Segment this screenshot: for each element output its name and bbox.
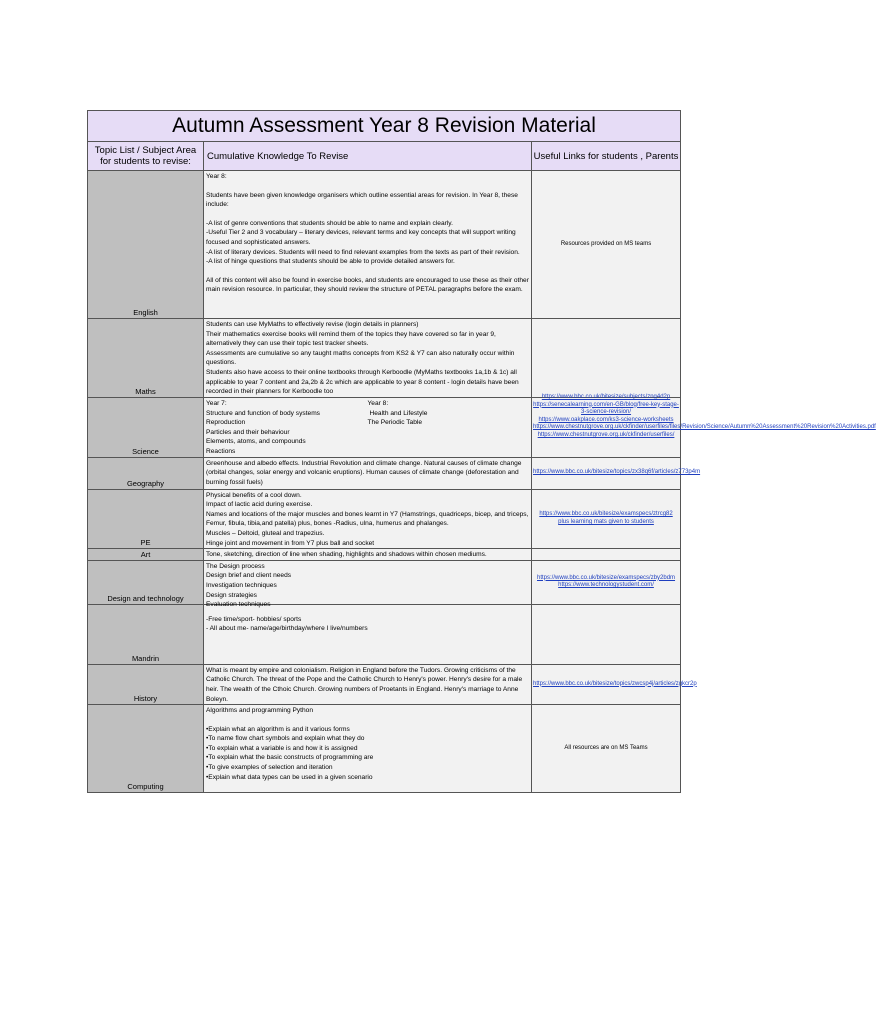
knowledge-science (204, 398, 532, 458)
knowledge-line: Design brief and client needs (206, 572, 292, 580)
knowledge-line: Year 8: (367, 400, 389, 407)
table-row-history (88, 664, 681, 704)
links-history (532, 664, 697, 704)
knowledge-line: -A list of literary devices. Students will need to find relevant examples from the texts as part of their revision. (206, 248, 520, 256)
science-year7 (206, 399, 368, 457)
knowledge-geography (204, 457, 532, 489)
knowledge-mandrin (204, 604, 532, 664)
knowledge-line: •Explain what data types can be used in a given scenario (206, 773, 373, 781)
knowledge-line: Year 7: (206, 400, 227, 407)
knowledge-line: The Design process (206, 562, 265, 570)
knowledge-line: What is meant by empire and colonialism. Religion in England before the Tudors. Growing criticisms of the Catholic Church. The threat of the Pope and the Catholic Church to Henry's power. Henry's desire for a male heir. The wealth of the Cthoic Church. Growing numbers of Proetants in England. Henry's marriage to Anne Boleyn. (206, 666, 524, 703)
knowledge-line: Reactions (206, 447, 236, 455)
spacer (206, 182, 529, 191)
knowledge-art (204, 549, 532, 561)
table-row-pe (88, 489, 681, 549)
subject-geography: Geography (88, 457, 204, 489)
links-note: Resources provided on MS teams (560, 240, 652, 247)
resource-link[interactable]: https://www.chestnutgrove.org.uk/ckfinder/userfiles/ (537, 431, 675, 438)
revision-sheet (87, 110, 876, 793)
knowledge-line: Evaluation techniques (206, 601, 271, 609)
knowledge-line: Reproduction (206, 419, 246, 427)
resource-link[interactable]: https://www.oakplace.com/ks3-science-worksheets (538, 416, 674, 423)
subject-mandrin: Mandrin (88, 604, 204, 664)
knowledge-line: Investigation techniques (206, 581, 277, 589)
knowledge-line: Hinge joint and movement in from Y7 plus ball and socket (206, 539, 375, 547)
knowledge-line: -Useful Tier 2 and 3 vocabulary – literary devices, relevant terms and key concepts that will support writing focused and sophisticated answers. (206, 229, 518, 246)
links-clip (533, 394, 876, 452)
resource-link[interactable]: https://www.bbc.co.uk/bitesize/topics/zx38q6f/articles/z773p4m (533, 469, 701, 476)
knowledge-line: Health and Lifestyle (369, 409, 428, 417)
knowledge-computing (204, 705, 532, 793)
links-geography (532, 457, 701, 489)
knowledge-line: - All about me- name/age/birthday/where I live/numbers (206, 625, 368, 633)
resource-link[interactable]: https://www.bbc.co.uk/bitesize/examspecs/zby2bdm (536, 574, 676, 581)
links-computing (532, 705, 681, 793)
knowledge-line: Students have been given knowledge organisers which outline essential areas for revision. In Year 8, these include: (206, 191, 520, 209)
subject-maths: Maths (88, 319, 204, 398)
resource-link[interactable]: https://senecalearning.com/en-GB/blog/free-key-stage-3-science-revision/ (533, 401, 679, 416)
table-row-english (88, 171, 681, 319)
knowledge-line: All of this content will also be found in exercise books, and students are encouraged to use these as their other main revision resource. In particular, they should review the structure of PETAL paragraphs before the exam. (206, 276, 531, 294)
knowledge-maths (204, 319, 532, 398)
header-subject: Topic List / Subject Area for students to revise: (88, 142, 204, 171)
knowledge-line: Impact of lactic acid during exercise. (206, 501, 313, 509)
knowledge-line: Assessments are cumulative so any taught maths concepts from KS2 & Y7 can also naturally occur within questions. (206, 349, 517, 367)
spacer (206, 210, 529, 219)
subject-pe: PE (88, 489, 204, 549)
science-year8 (368, 399, 530, 457)
links-maths (532, 319, 681, 398)
knowledge-design (204, 560, 532, 609)
knowledge-line: Design strategies (206, 591, 257, 599)
knowledge-line: Structure and function of body systems (206, 409, 320, 417)
resource-link[interactable]: https://www.bbc.co.uk/bitesize/subjects/zng4d2p (541, 394, 671, 400)
knowledge-line: Students can use MyMaths to effectively revise (login details in planners) (206, 321, 419, 328)
knowledge-line: •Explain what an algorithm is and it various forms (206, 725, 350, 733)
knowledge-line: Elements, atoms, and compounds (206, 438, 306, 446)
knowledge-line: •To give examples of selection and iteration (206, 764, 333, 772)
spacer (206, 716, 529, 725)
subject-english: English (88, 171, 204, 319)
subject-science: Science (88, 398, 204, 458)
knowledge-line: Physical benefits of a cool down. (206, 491, 302, 499)
knowledge-line: -Free time/sport- hobbies/ sports (206, 615, 302, 623)
knowledge-history (204, 664, 532, 704)
knowledge-line: Muscles – Deltoid, gluteal and trapezius. (206, 529, 325, 537)
knowledge-line: Names and locations of the major muscles and bones learnt in Y7 (Hamstrings, quadriceps, bicep, and triceps, Femur, fibula, tibia,and patella) plus, bones -Radius, ulna, humerus and phalanges. (206, 510, 531, 528)
header-links: Useful Links for students , Parents (532, 142, 681, 171)
resource-link[interactable]: https://www.bbc.co.uk/bitesize/examspecs/ztrcg82 (539, 511, 673, 518)
table-row-mandrin (88, 604, 681, 664)
subject-computing: Computing (88, 705, 204, 793)
resource-link[interactable]: https://www.bbc.co.uk/bitesize/topics/zwcsp4j/articles/zgkcr2p (533, 680, 697, 687)
knowledge-line: Tone, sketching, direction of line when shading, highlights and shadows within chosen mediums. (206, 551, 487, 559)
resource-link[interactable]: https://www.chestnutgrove.org.uk/ckfinder/userfiles/files/Revision/Science/Autumn%20Assessment%20Revision%20Activities.pdf (533, 424, 876, 431)
knowledge-line: Algorithms and programming Python (206, 707, 314, 715)
links-english (532, 171, 681, 319)
table-row-art (88, 549, 681, 561)
knowledge-line: Students also have access to their online textbooks through Kerboodle (MyMaths textbooks 1a,1b & 1c) all applicable to year 7 content and 2a,2b & 2c which are applicable to year 8 content - login details have been recorded in their planners for Kerboodle too (206, 368, 521, 396)
knowledge-pe (204, 489, 532, 549)
knowledge-line: •To explain what a variable is and how it is assigned (206, 744, 358, 752)
design-clip (206, 562, 529, 609)
links-design (532, 560, 681, 604)
links-mandrin (532, 604, 681, 664)
subject-history: History (88, 664, 204, 704)
knowledge-english (204, 171, 532, 319)
table-row-geography (88, 457, 681, 489)
knowledge-line: Greenhouse and albedo effects. Industrial Revolution and climate change. Natural causes of climate change (orbital changes, solar energy and volcanic eruptions). Human causes of climate change (deforestation and burning fossil fuels) (206, 459, 524, 486)
table-row-design (88, 560, 681, 604)
subject-design: Design and technology (88, 560, 204, 604)
links-note: All resources are on MS Teams (564, 744, 648, 751)
header-knowledge: Cumulative Knowledge To Revise (204, 142, 532, 171)
knowledge-line: Year 8: (206, 173, 227, 180)
science-columns (206, 399, 529, 457)
links-science (532, 394, 876, 458)
links-note[interactable]: plus learning mats given to students (558, 518, 654, 525)
page-title: Autumn Assessment Year 8 Revision Material (88, 111, 681, 142)
knowledge-line: The Periodic Table (367, 419, 422, 427)
links-art (532, 549, 681, 561)
table-row-computing (88, 705, 681, 793)
knowledge-line: -A list of hinge questions that students should be able to provide detailed answers for. (206, 258, 455, 266)
knowledge-line: -A list of genre conventions that students should be able to name and explain clearly. (206, 219, 453, 227)
knowledge-line: •To explain what the basic constructs of programming are (206, 754, 374, 762)
subject-art: Art (88, 549, 204, 561)
table-row-science (88, 398, 681, 458)
resource-link[interactable]: https://www.technologystudent.com/ (558, 582, 654, 589)
revision-table (87, 110, 876, 793)
links-pe (532, 489, 681, 549)
spacer (206, 267, 529, 276)
knowledge-line: •To name flow chart symbols and explain what they do (206, 735, 365, 743)
knowledge-line: Their mathematics exercise books will remind them of the topics they have covered so far in year 9, alternatively they can use their topic test tracker sheets. (206, 330, 498, 348)
table-row-maths (88, 319, 681, 398)
knowledge-line: Particles and their behaviour (206, 428, 290, 436)
